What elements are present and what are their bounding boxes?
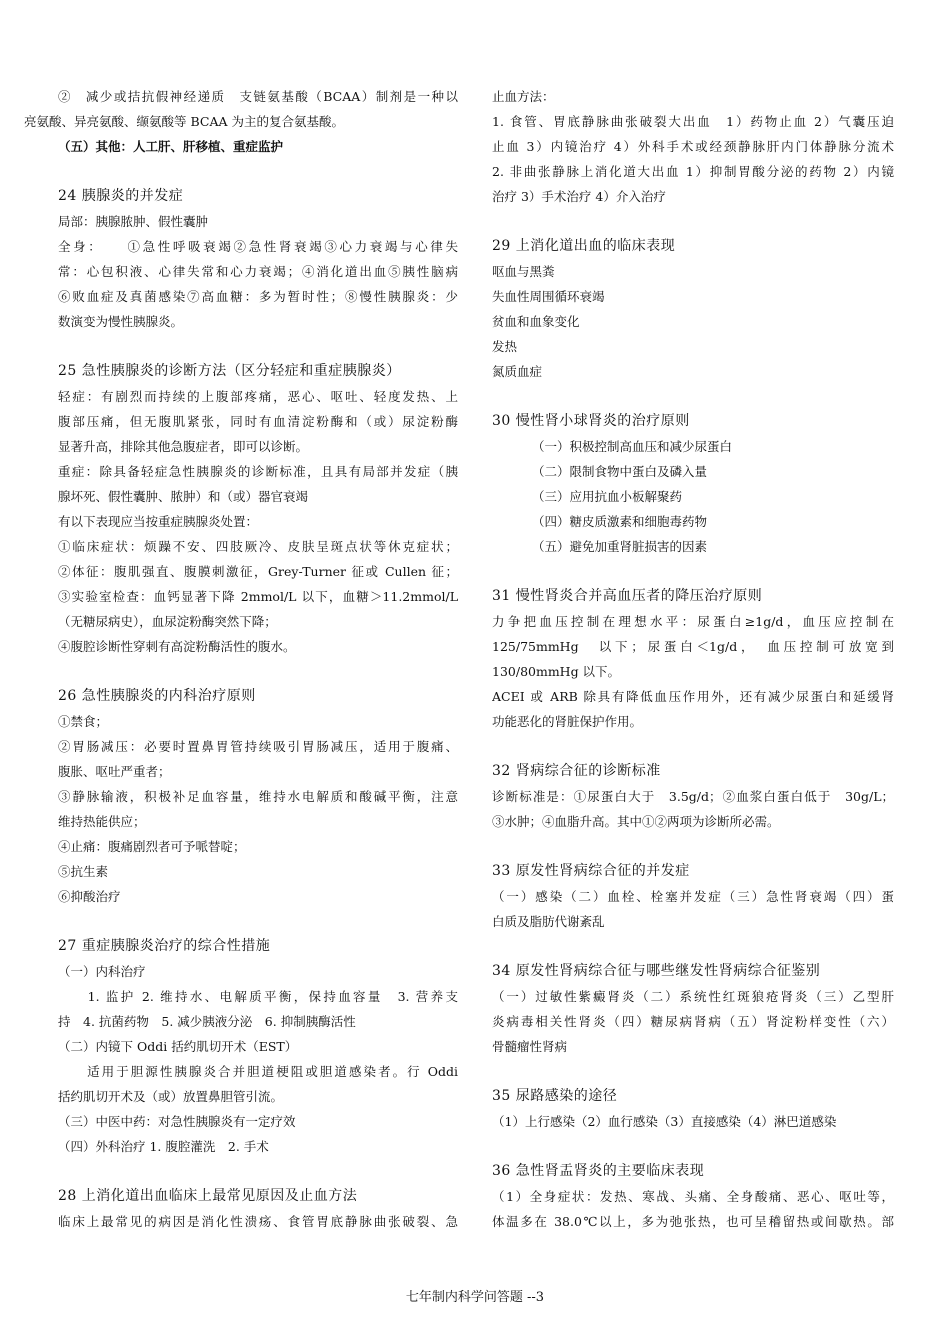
text-line: 氮质血症 bbox=[492, 364, 543, 379]
text-line: 贫血和血象变化 bbox=[492, 314, 580, 329]
text-line: 腹胀、呕吐严重者； bbox=[58, 764, 171, 779]
text-line: （二）限制食物中蛋白及磷入量 bbox=[532, 464, 708, 479]
text-line: 呕血与黑粪 bbox=[492, 264, 555, 279]
spacer bbox=[492, 834, 894, 859]
text-line: ③水肿；④血脂升高。其中①②两项为诊断所必需。 bbox=[492, 814, 780, 829]
section-heading: 26 急性胰腺炎的内科治疗原则 bbox=[58, 688, 256, 704]
section-heading: 33 原发性肾病综合征的并发症 bbox=[492, 863, 690, 879]
text-line: ④腹腔诊断性穿刺有高淀粉酶活性的腹水。 bbox=[58, 639, 296, 654]
spacer bbox=[492, 209, 894, 234]
text-line: 2. 非曲张静脉上消化道大出血 1）抑制胃酸分泌的药物 2）内镜 bbox=[492, 164, 894, 179]
text-line: （四）糖皮质激素和细胞毒药物 bbox=[532, 514, 708, 529]
text-line: 括约肌切开术及（或）放置鼻胆管引流。 bbox=[58, 1089, 284, 1104]
text-line: 全身： ①急性呼吸衰竭②急性肾衰竭③心力衰竭与心律失 bbox=[58, 239, 458, 254]
text-line: 维持热能供应； bbox=[58, 814, 146, 829]
text-line: 治疗 3）手术治疗 4）介入治疗 bbox=[492, 189, 666, 204]
section-heading: 25 急性胰腺炎的诊断方法（区分轻症和重症胰腺炎） bbox=[58, 363, 401, 379]
page-footer: 七年制内科学问答题 --3 bbox=[405, 1290, 545, 1305]
text-line: 有以下表现应当按重症胰腺炎处置： bbox=[58, 514, 259, 529]
text-line: 腺坏死、假性囊肿、脓肿）和（或）器官衰竭 bbox=[58, 489, 309, 504]
section-heading: 32 肾病综合征的诊断标准 bbox=[492, 763, 661, 779]
text-line: （三）中医中药：对急性胰腺炎有一定疗效 bbox=[58, 1114, 296, 1129]
text-line: 轻症：有剧烈而持续的上腹部疼痛，恶心、呕吐、轻度发热、上 bbox=[58, 389, 458, 404]
spacer bbox=[58, 659, 458, 684]
text-line: 骨髓瘤性肾病 bbox=[492, 1039, 568, 1054]
text-line: （五）其他：人工肝、肝移植、重症监护 bbox=[58, 139, 284, 154]
text-line: 诊断标准是：①尿蛋白大于 3.5g/d；②血浆白蛋白低于 30g/L； bbox=[492, 789, 894, 804]
text-line: ②体征：腹肌强直、腹膜刺激征，Grey-Turner 征或 Cullen 征； bbox=[58, 564, 458, 579]
spacer bbox=[58, 1159, 458, 1184]
text-line: 125/75mmHg 以下；尿蛋白＜1g/d， 血压控制可放宽到 bbox=[492, 639, 894, 654]
section-heading: 27 重症胰腺炎治疗的综合性措施 bbox=[58, 938, 271, 954]
spacer bbox=[492, 1059, 894, 1084]
text-line: 局部：胰腺脓肿、假性囊肿 bbox=[58, 214, 209, 229]
section-heading: 35 尿路感染的途径 bbox=[492, 1088, 618, 1104]
spacer bbox=[492, 1134, 894, 1159]
text-line: 临床上最常见的病因是消化性溃疡、食管胃底静脉曲张破裂、急 bbox=[58, 1214, 458, 1229]
text-line: （无糖尿病史），血尿淀粉酶突然下降； bbox=[58, 614, 277, 629]
text-line: 功能恶化的肾脏保护作用。 bbox=[492, 714, 643, 729]
spacer bbox=[492, 934, 894, 959]
text-line: （四）外科治疗 1. 腹腔灌洗 2. 手术 bbox=[58, 1139, 269, 1154]
spacer bbox=[58, 909, 458, 934]
text-line: 止血 3）内镜治疗 4）外科手术或经颈静脉肝内门体静脉分流术 bbox=[492, 139, 894, 154]
section-heading: 28 上消化道出血临床上最常见原因及止血方法 bbox=[58, 1188, 358, 1204]
text-line: ⑥败血症及真菌感染⑦高血糖：多为暂时性；⑧慢性胰腺炎：少 bbox=[58, 289, 458, 304]
spacer bbox=[492, 559, 894, 584]
spacer bbox=[492, 384, 894, 409]
text-line: ④止痛：腹痛剧烈者可予哌替啶； bbox=[58, 839, 246, 854]
text-line: ①禁食； bbox=[58, 714, 109, 729]
text-line: 1. 食管、胃底静脉曲张破裂大出血 1）药物止血 2）气囊压迫 bbox=[492, 114, 894, 129]
text-line: ③静脉输液，积极补足血容量，维持水电解质和酸碱平衡，注意 bbox=[58, 789, 458, 804]
text-line: 重症：除具备轻症急性胰腺炎的诊断标准，且具有局部并发症（胰 bbox=[58, 464, 458, 479]
text-line: （二）内镜下 Oddi 括约肌切开术（EST） bbox=[58, 1039, 298, 1054]
section-heading: 31 慢性肾炎合并高血压者的降压治疗原则 bbox=[492, 588, 763, 604]
text-line: 130/80mmHg 以下。 bbox=[492, 664, 621, 679]
text-line: 适用于胆源性胰腺炎合并胆道梗阻或胆道感染者。行 Oddi bbox=[58, 1064, 458, 1079]
text-line: （一）过敏性紫癜肾炎（二）系统性红斑狼疮肾炎（三）乙型肝 bbox=[492, 989, 894, 1004]
spacer bbox=[58, 334, 458, 359]
text-line: 发热 bbox=[492, 339, 518, 354]
text-line: ② 减少或拮抗假神经递质 支链氨基酸（BCAA）制剂是一种以 bbox=[58, 89, 458, 104]
text-line: 持 4. 抗菌药物 5. 减少胰液分泌 6. 抑制胰酶活性 bbox=[58, 1014, 356, 1029]
text-line: 体温多在 38.0℃以上，多为弛张热，也可呈稽留热或间歇热。部 bbox=[492, 1214, 894, 1229]
text-line: （一）积极控制高血压和减少尿蛋白 bbox=[532, 439, 733, 454]
text-line: （1）全身症状：发热、寒战、头痛、全身酸痛、恶心、呕吐等， bbox=[492, 1189, 894, 1204]
text-line: 数演变为慢性胰腺炎。 bbox=[58, 314, 184, 329]
spacer bbox=[58, 159, 458, 184]
section-heading: 30 慢性肾小球肾炎的治疗原则 bbox=[492, 413, 690, 429]
text-line: 亮氨酸、异亮氨酸、缬氨酸等 BCAA 为主的复合氨基酸。 bbox=[24, 114, 344, 129]
text-line: （五）避免加重肾脏损害的因素 bbox=[532, 539, 708, 554]
section-heading: 36 急性肾盂肾炎的主要临床表现 bbox=[492, 1163, 705, 1179]
text-line: 止血方法： bbox=[492, 89, 555, 104]
text-line: ACEI 或 ARB 除具有降低血压作用外，还有减少尿蛋白和延缓肾 bbox=[492, 689, 894, 704]
text-line: 腹部压痛，但无腹肌紧张，同时有血清淀粉酶和（或）尿淀粉酶 bbox=[58, 414, 458, 429]
text-line: （一）感染（二）血栓、栓塞并发症（三）急性肾衰竭（四）蛋 bbox=[492, 889, 894, 904]
text-line: （三）应用抗血小板解聚药 bbox=[532, 489, 683, 504]
text-line: ①临床症状：烦躁不安、四肢厥冷、皮肤呈斑点状等休克症状； bbox=[58, 539, 458, 554]
text-line: 失血性周围循环衰竭 bbox=[492, 289, 605, 304]
text-line: （1）上行感染（2）血行感染（3）直接感染（4）淋巴道感染 bbox=[492, 1114, 837, 1129]
text-line: ②胃肠减压：必要时置鼻胃管持续吸引胃肠减压，适用于腹痛、 bbox=[58, 739, 458, 754]
text-line: 显著升高，排除其他急腹症者，即可以诊断。 bbox=[58, 439, 309, 454]
text-line: 炎病毒相关性肾炎（四）糖尿病肾病（五）肾淀粉样变性（六） bbox=[492, 1014, 894, 1029]
left-column bbox=[24, 84, 458, 1234]
section-heading: 24 胰腺炎的并发症 bbox=[58, 188, 184, 204]
text-line: 1. 监护 2. 维持水、电解质平衡，保持血容量 3. 营养支 bbox=[58, 989, 458, 1004]
text-line: （一）内科治疗 bbox=[58, 964, 146, 979]
text-line: ⑥抑酸治疗 bbox=[58, 889, 121, 904]
text-line: ③实验室检查：血钙显著下降 2mmol/L 以下，血糖＞11.2mmol/L bbox=[58, 589, 458, 604]
text-line: 力争把血压控制在理想水平：尿蛋白≥1g/d，血压应控制在 bbox=[492, 614, 894, 629]
text-line: 常：心包积液、心律失常和心力衰竭；④消化道出血⑤胰性脑病 bbox=[58, 264, 458, 279]
section-heading: 34 原发性肾病综合征与哪些继发性肾病综合征鉴别 bbox=[492, 963, 821, 979]
text-line: ⑤抗生素 bbox=[58, 864, 109, 879]
spacer bbox=[492, 734, 894, 759]
right-column bbox=[492, 84, 894, 1234]
text-line: 白质及脂肪代谢紊乱 bbox=[492, 914, 605, 929]
section-heading: 29 上消化道出血的临床表现 bbox=[492, 238, 676, 254]
